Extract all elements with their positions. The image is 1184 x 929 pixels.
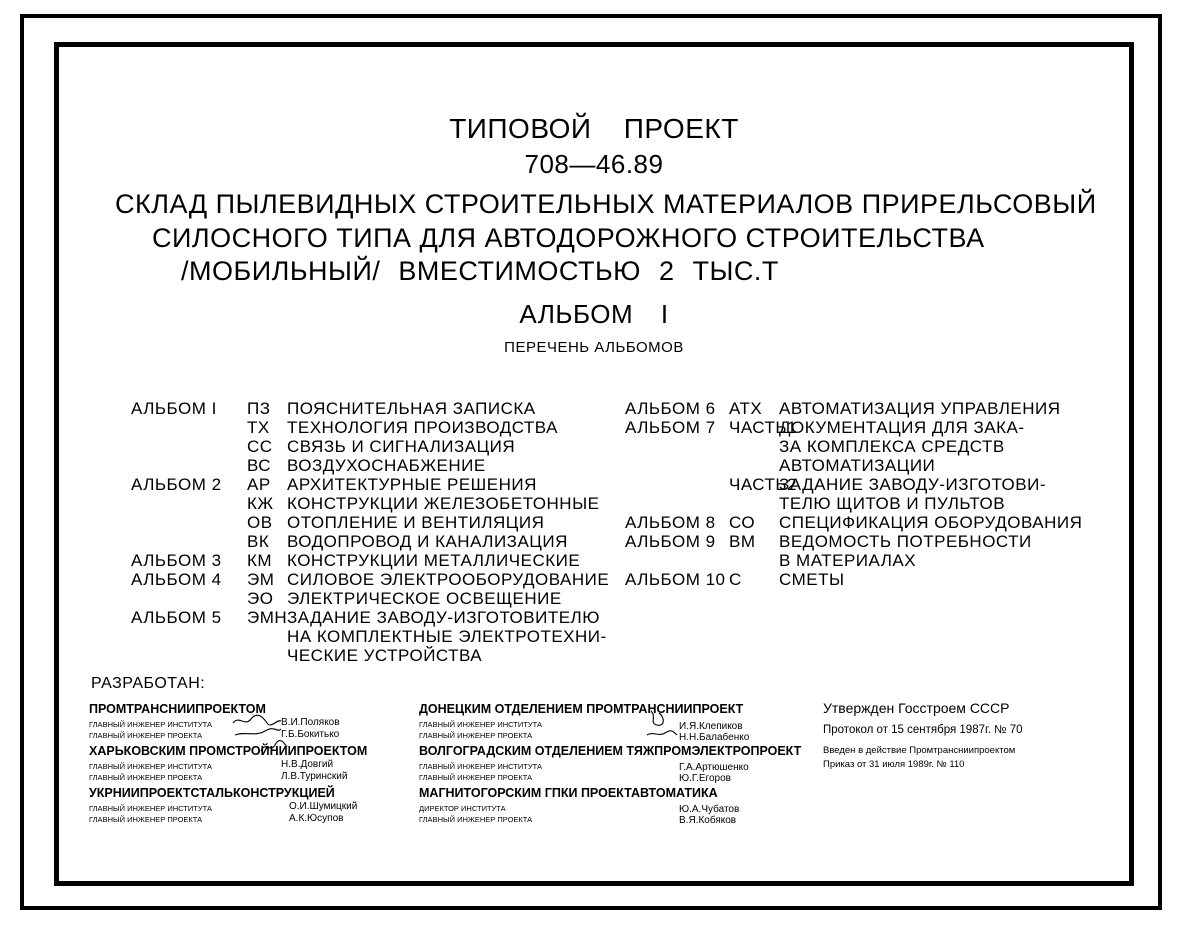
album-section-title: ЗА КОМПЛЕКСА СРЕДСТВ (779, 437, 1005, 456)
album-number: АЛЬБОМ 5 (131, 608, 222, 627)
role-label: ДИРЕКТОР ИНСТИТУТА (419, 804, 506, 813)
album-section-title: СВЯЗЬ И СИГНАЛИЗАЦИЯ (287, 437, 516, 456)
person-name: В.Я.Кобяков (679, 815, 737, 826)
person-name: Г.Б.Бокитько (281, 729, 340, 740)
album-code: С (729, 570, 742, 589)
album-number: АЛЬБОМ 2 (131, 475, 222, 494)
role-label: ГЛАВНЫЙ ИНЖЕНЕР ИНСТИТУТА (419, 720, 542, 729)
album-section-title: ОТОПЛЕНИЕ И ВЕНТИЛЯЦИЯ (287, 513, 545, 532)
album-code: ЭМ (247, 570, 275, 589)
album-section-title: СМЕТЫ (779, 570, 845, 589)
album-code: АТХ (729, 399, 763, 418)
person-name: Н.Н.Балабенко (679, 732, 750, 743)
person-name: Ю.Г.Егоров (679, 773, 731, 784)
project-number: 708—46.89 (524, 149, 664, 179)
album-code: ЭО (247, 589, 274, 608)
album-code: КЖ (247, 494, 274, 513)
album-section-title: СПЕЦИФИКАЦИЯ ОБОРУДОВАНИЯ (779, 513, 1083, 532)
album-section-title: ЗАДАНИЕ ЗАВОДУ-ИЗГОТОВИТЕЛЮ (287, 608, 600, 627)
album-number: АЛЬБОМ 9 (625, 532, 716, 551)
org-ukrniiproektstalkonstruktsiya: УКРНИИПРОЕКТСТАЛЬКОНСТРУКЦИЕЙ (89, 786, 335, 800)
album-section-title: ЭЛЕКТРИЧЕСКОЕ ОСВЕЩЕНИЕ (287, 589, 562, 608)
album-number: АЛЬБОМ 4 (131, 570, 222, 589)
album-number: АЛЬБОМ 8 (625, 513, 716, 532)
album-section-title: КОНСТРУКЦИИ ЖЕЛЕЗОБЕТОННЫЕ (287, 494, 600, 513)
album-section-title: ТЕХНОЛОГИЯ ПРОИЗВОДСТВА (287, 418, 558, 437)
role-label: ГЛАВНЫЙ ИНЖЕНЕР ПРОЕКТА (419, 815, 533, 824)
album-number: АЛЬБОМ 6 (625, 399, 716, 418)
album-section-title: ВЕДОМОСТЬ ПОТРЕБНОСТИ (779, 532, 1032, 551)
org-donetsk-branch: ДОНЕЦКИМ ОТДЕЛЕНИЕМ ПРОМТРАНСНИИПРОЕКТ (419, 702, 744, 716)
role-label: ГЛАВНЫЙ ИНЖЕНЕР ПРОЕКТА (89, 815, 203, 824)
album-section-title: АВТОМАТИЗАЦИИ (779, 456, 936, 475)
albums-list-left (131, 399, 611, 669)
album-section-title: КОНСТРУКЦИИ МЕТАЛЛИЧЕСКИЕ (287, 551, 581, 570)
album-section-title: ЗАДАНИЕ ЗАВОДУ-ИЗГОТОВИ- (779, 475, 1046, 494)
album-section-title: ВОЗДУХОСНАБЖЕНИЕ (287, 456, 486, 475)
album-code: СО (729, 513, 756, 532)
person-name: Н.В.Довгий (281, 759, 334, 770)
role-label: ГЛАВНЫЙ ИНЖЕНЕР ПРОЕКТА (89, 773, 203, 782)
org-kharkov-promstroiniiproekt: ХАРЬКОВСКИМ ПРОМСТРОЙНИИПРОЕКТОМ (89, 744, 368, 758)
album-code: СС (247, 437, 273, 456)
album-code: ТХ (247, 418, 270, 437)
album-code: ОВ (247, 513, 273, 532)
approval-line-2: Протокол от 15 сентября 1987г. № 70 (823, 724, 1023, 736)
album-section-title: СИЛОВОЕ ЭЛЕКТРООБОРУДОВАНИЕ (287, 570, 610, 589)
album-section-title: В МАТЕРИАЛАХ (779, 551, 917, 570)
album-code: АР (247, 475, 271, 494)
album-section-title: ТЕЛЮ ЩИТОВ И ПУЛЬТОВ (779, 494, 1006, 513)
album-section-title: ЧЕСКИЕ УСТРОЙСТВА (287, 646, 483, 665)
album-section-title: НА КОМПЛЕКТНЫЕ ЭЛЕКТРОТЕХНИ- (287, 627, 607, 646)
approval-line-3: Введен в действие Промтрансниипроектом (823, 745, 1016, 756)
album-heading: АЛЬБОМ I (519, 299, 669, 329)
person-name: Г.А.Артюшенко (679, 762, 749, 773)
person-name: Ю.А.Чубатов (679, 804, 740, 815)
role-label: ГЛАВНЫЙ ИНЖЕНЕР ИНСТИТУТА (89, 720, 212, 729)
org-magnitogorsk-gpki: МАГНИТОГОРСКИМ ГПКИ ПРОЕКТАВТОМАТИКА (419, 786, 718, 800)
album-section-title: ВОДОПРОВОД И КАНАЛИЗАЦИЯ (287, 532, 568, 551)
album-code: КМ (247, 551, 273, 570)
project-title-line-3: /МОБИЛЬНЫЙ/ ВМЕСТИМОСТЬЮ 2 ТЫС.Т (181, 256, 779, 286)
album-code: ВМ (729, 532, 756, 551)
albums-list-right (625, 399, 1095, 599)
album-section-title: АВТОМАТИЗАЦИЯ УПРАВЛЕНИЯ (779, 399, 1061, 418)
person-name: Л.В.Туринский (281, 771, 348, 782)
org-volgograd-branch: ВОЛГОГРАДСКИМ ОТДЕЛЕНИЕМ ТЯЖПРОМЭЛЕКТРОПРОЕКТ (419, 744, 802, 758)
person-name: О.И.Шумицкий (289, 801, 358, 812)
album-number: АЛЬБОМ I (131, 399, 217, 418)
project-title-line-1: СКЛАД ПЫЛЕВИДНЫХ СТРОИТЕЛЬНЫХ МАТЕРИАЛОВ ПРИРЕЛЬСОВЫЙ (115, 189, 1097, 219)
album-section-title: ДОКУМЕНТАЦИЯ ДЛЯ ЗАКА- (779, 418, 1025, 437)
person-name: В.И.Поляков (281, 717, 340, 728)
approval-line-4: Приказ от 31 июля 1989г. № 110 (823, 759, 965, 770)
developed-by-heading: РАЗРАБОТАН: (91, 675, 206, 692)
role-label: ГЛАВНЫЙ ИНЖЕНЕР ПРОЕКТА (89, 731, 203, 740)
album-list-heading: ПЕРЕЧЕНЬ АЛЬБОМОВ (504, 339, 684, 356)
doc-type-heading: ТИПОВОЙ ПРОЕКТ (449, 113, 739, 144)
inner-frame (54, 42, 1134, 886)
approval-line-1: Утвержден Госстроем СССР (823, 700, 1010, 716)
org-promtransniiproekt: ПРОМТРАНСНИИПРОЕКТОМ (89, 702, 266, 716)
person-name: А.К.Юсупов (289, 813, 344, 824)
person-name: И.Я.Клепиков (679, 721, 743, 732)
album-number: АЛЬБОМ 3 (131, 551, 222, 570)
signature-drawing (645, 707, 679, 741)
album-code: ВС (247, 456, 272, 475)
role-label: ГЛАВНЫЙ ИНЖЕНЕР ПРОЕКТА (419, 731, 533, 740)
album-code: ВК (247, 532, 270, 551)
album-number: АЛЬБОМ 10 (625, 570, 726, 589)
role-label: ГЛАВНЫЙ ИНЖЕНЕР ИНСТИТУТА (89, 804, 212, 813)
album-section-title: АРХИТЕКТУРНЫЕ РЕШЕНИЯ (287, 475, 537, 494)
signature-drawing (259, 737, 289, 757)
album-code: ЧАСТЬ2 (729, 475, 798, 494)
project-title-line-2: СИЛОСНОГО ТИПА ДЛЯ АВТОДОРОЖНОГО СТРОИТЕЛЬСТВА (152, 223, 985, 253)
album-code: ПЗ (247, 399, 271, 418)
album-section-title: ПОЯСНИТЕЛЬНАЯ ЗАПИСКА (287, 399, 536, 418)
album-code: ЧАСТЬ1 (729, 418, 798, 437)
album-number: АЛЬБОМ 7 (625, 418, 716, 437)
role-label: ГЛАВНЫЙ ИНЖЕНЕР ИНСТИТУТА (419, 762, 542, 771)
album-code: ЭМН (247, 608, 288, 627)
role-label: ГЛАВНЫЙ ИНЖЕНЕР ПРОЕКТА (419, 773, 533, 782)
role-label: ГЛАВНЫЙ ИНЖЕНЕР ИНСТИТУТА (89, 762, 212, 771)
